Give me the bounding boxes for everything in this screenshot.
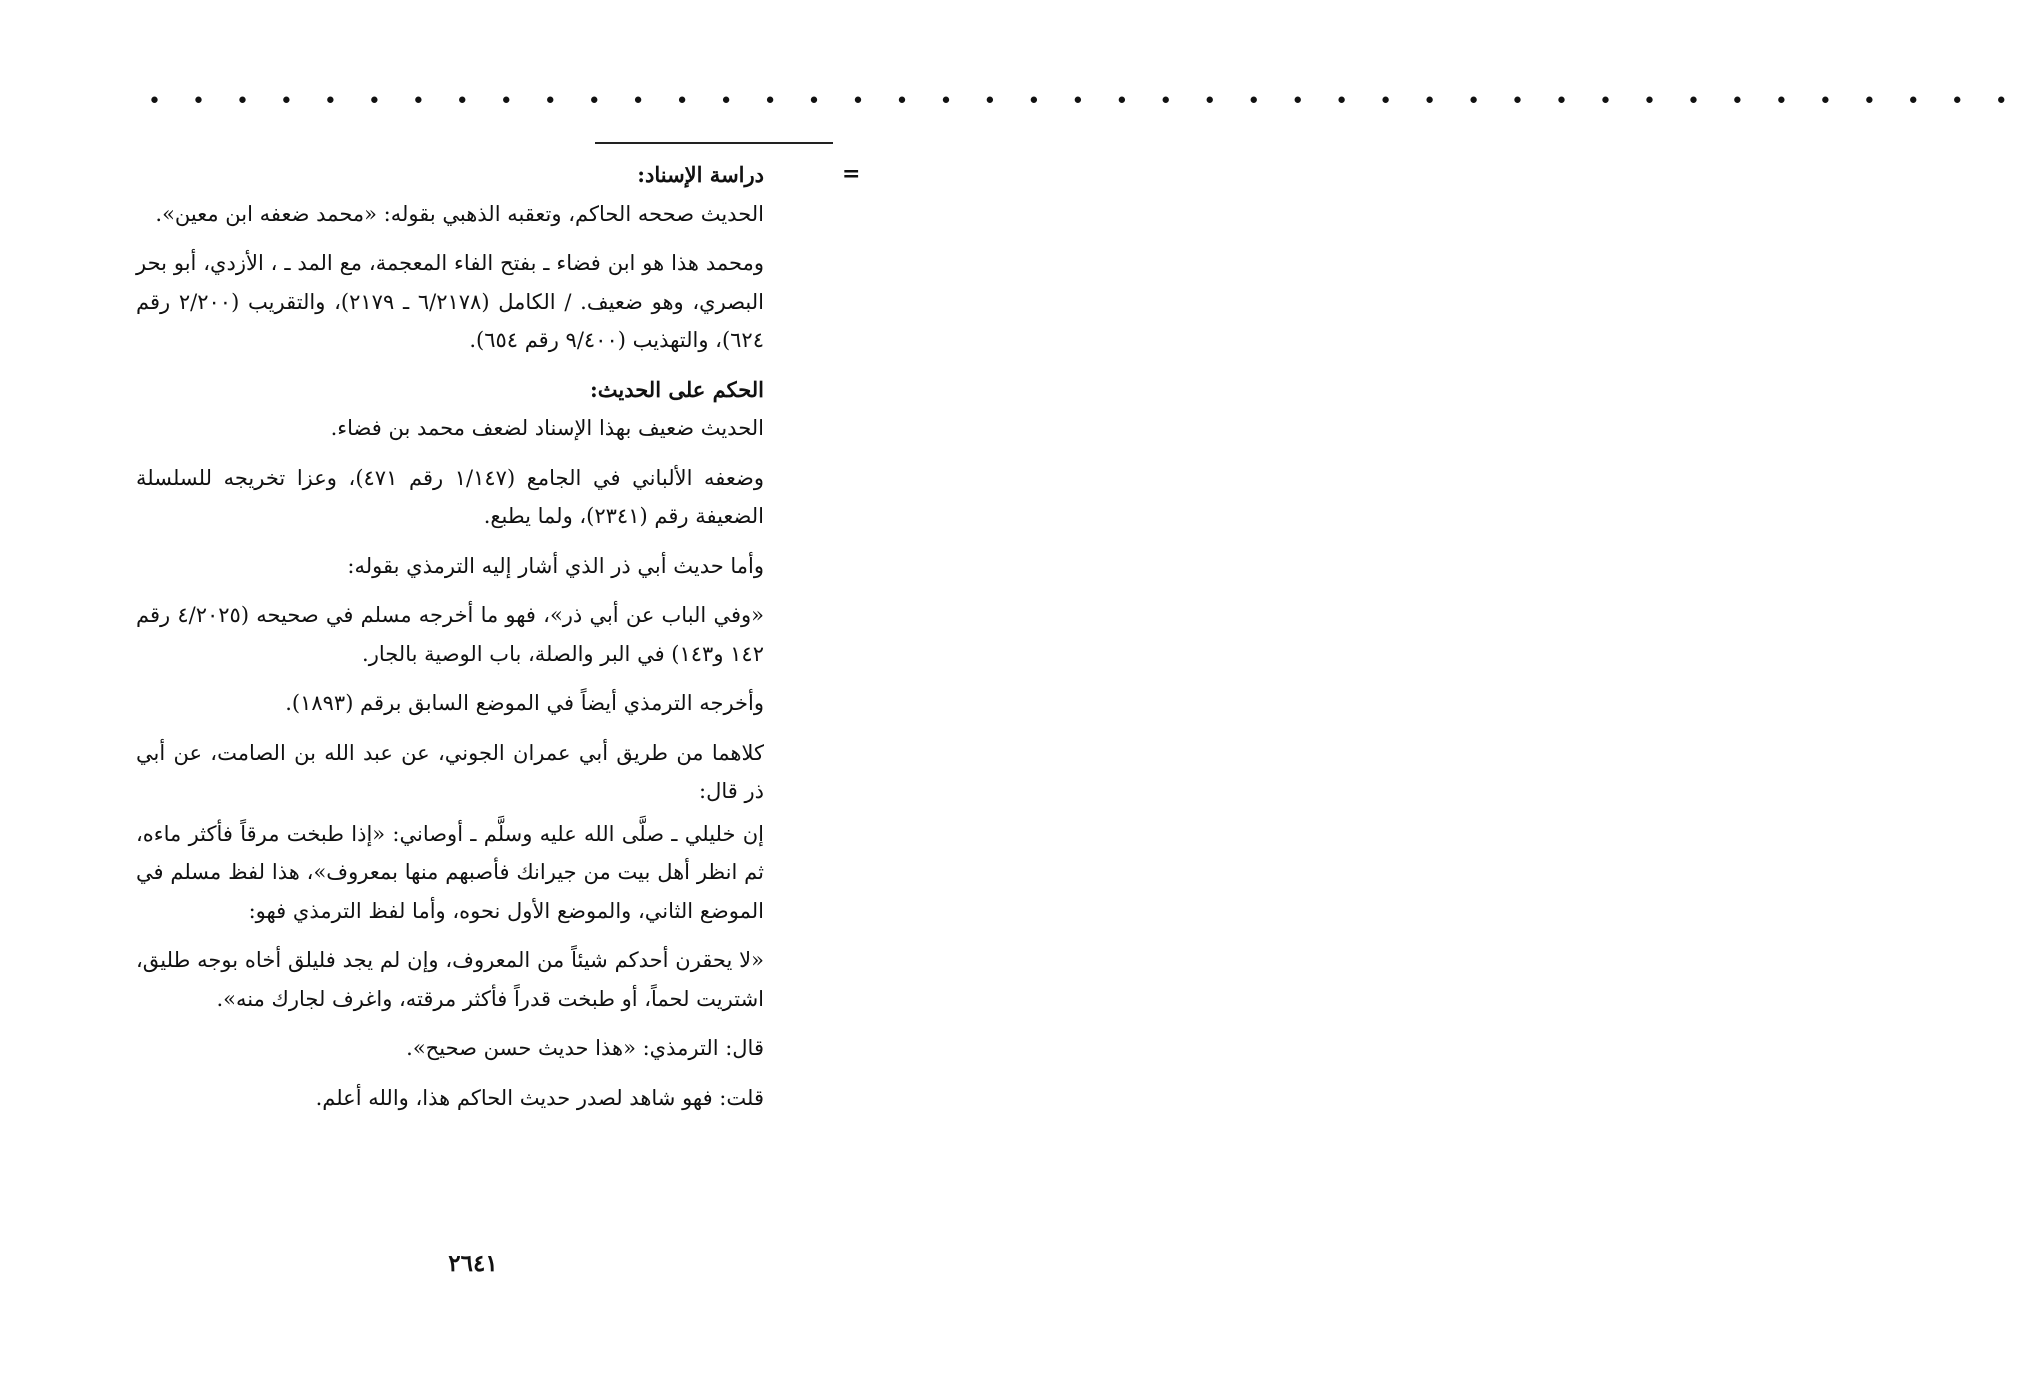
hukm-paragraph-5: وأخرجه الترمذي أيضاً في الموضع السابق برقم (١٨٩٣). [285,691,764,715]
isnad-heading: دراسة الإسناد: [637,162,764,187]
hukm-paragraph-2: وضعفه الألباني في الجامع (١/١٤٧ رقم ٤٧١)، وعزا تخريجه للسلسلة الضعيفة رقم (٢٣٤١)، ولما يطبع. [136,465,764,528]
hukm-paragraph-8: «لا يحقرن أحدكم شيئاً من المعروف، وإن لم يجد فليلق أخاه بوجه طليق، اشتريت لحماً، أو طبخت قدراً فأكثر مرقته، واغرف لجارك منه». [136,948,764,1011]
footnote-rule [595,142,833,144]
hukm-paragraph-10: قلت: فهو شاهد لصدر حديث الحاكم هذا، والله أعلم. [315,1085,764,1110]
hukm-paragraph-4: «وفي الباب عن أبي ذر»، فهو ما أخرجه مسلم في صحيحه (٤/٢٠٢٥ رقم ١٤٢ و١٤٣) في البر والصلة، باب الوصية بالجار. [136,603,764,666]
hukm-paragraph-6: كلاهما من طريق أبي عمران الجوني، عن عبد الله بن الصامت، عن أبي ذر قال: [136,740,764,803]
dotted-separator: • • • • • • • • • • • • • • • • • • • • • • • • • • • • • • • • • • • • • • • • • • • [148,89,2020,114]
hukm-heading: الحكم على الحديث: [590,376,764,402]
hukm-paragraph-3: وأما حديث أبي ذر الذي أشار إليه الترمذي بقوله: [347,553,764,578]
page-number: ٢٦٤١ [448,1250,498,1277]
hukm-paragraph-9: قال: الترمذي: «هذا حديث حسن صحيح». [406,1036,764,1060]
isnad-paragraph-1: الحديث صححه الحاكم، وتعقبه الذهبي بقوله: «محمد ضعفه ابن معين». [155,201,764,226]
continuation-mark: = [842,161,861,187]
hukm-paragraph-7: إن خليلي ـ صلَّى الله عليه وسلَّم ـ أوصاني: «إذا طبخت مرقاً فأكثر ماءه، ثم انظر أهل بيت من جيرانك فأصبهم منها بمعروف»، هذا لفظ مسلم في الموضع الثاني، والموضع الأول نحوه، وأما لفظ الترمذي فهو: [136,821,764,923]
hukm-paragraph-1: الحديث ضعيف بهذا الإسناد لضعف محمد بن فضاء. [330,416,764,440]
isnad-paragraph-2: ومحمد هذا هو ابن فضاء ـ بفتح الفاء المعجمة، مع المد ـ ، الأزدي، أبو بحر البصري، وهو ضعيف. / الكامل (٦/٢١٧٨ ـ ٢١٧٩)، والتقريب (٢/٢٠٠ رقم ٦٢٤)، والتهذيب (٩/٤٠٠ رقم ٦٥٤). [136,251,764,352]
page-body [136,154,764,1128]
